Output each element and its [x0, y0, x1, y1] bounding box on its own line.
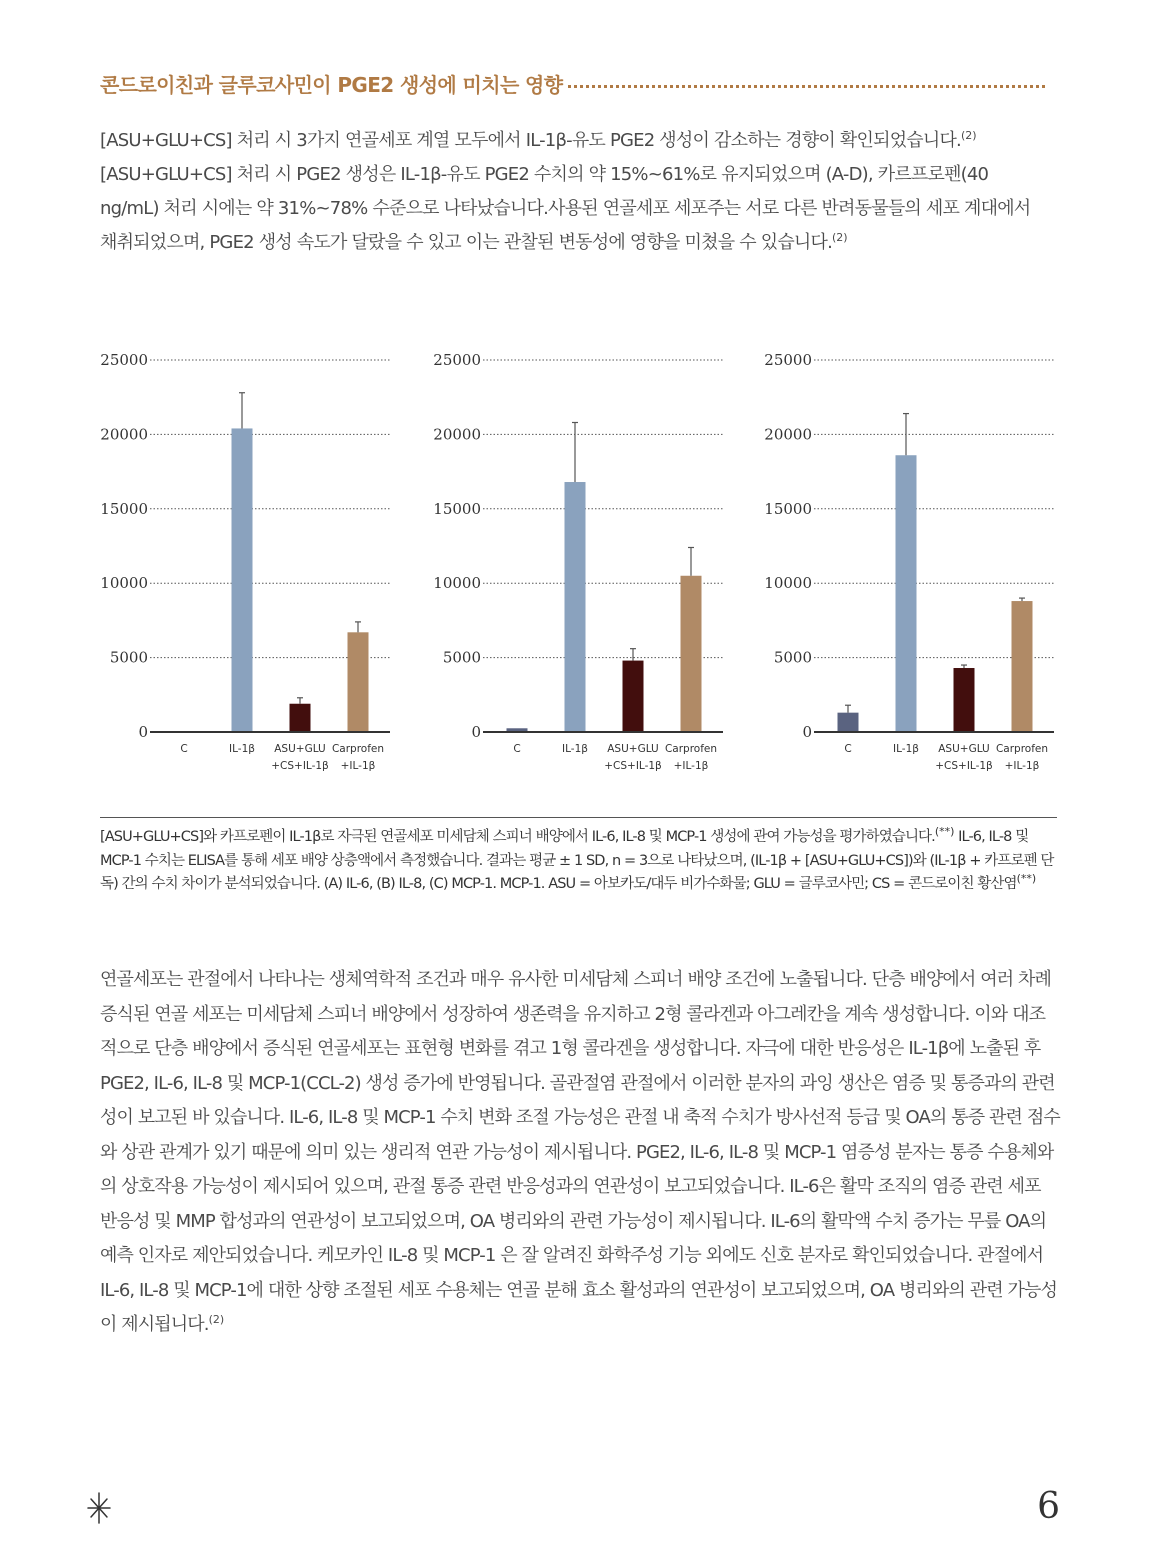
x-tick-label: Carprofen [331, 743, 385, 755]
y-tick-label: 5000 [442, 648, 481, 667]
x-tick-label: +CS+IL-1β [604, 760, 662, 772]
y-tick-label: 5000 [773, 648, 812, 667]
y-tick-label: 15000 [764, 499, 812, 518]
x-tick-label: Carprofen [664, 743, 718, 755]
bar [623, 661, 644, 732]
intro-paragraph [100, 124, 1050, 260]
bar-charts [90, 340, 1070, 790]
y-tick-label: 15000 [100, 499, 148, 518]
x-tick-label: C [844, 743, 852, 755]
reference-mark: (**) [934, 825, 955, 839]
y-tick-label: 0 [138, 723, 148, 741]
x-tick-label: ASU+GLU [938, 743, 990, 755]
caption-text-1: [ASU+GLU+CS]와 카프로펜이 IL-1β로 자극된 연골세포 미세담체 스피너 배양에서 IL-6, IL-8 및 MCP-1 생성에 관여 가능성을 평가하였습니다. [100, 829, 935, 845]
body-text: 연골세포는 관절에서 나타나는 생체역학적 조건과 매우 유사한 미세담체 스피너 배양 조건에 노출됩니다. 단층 배양에서 여러 차례 증식된 연골 세포는 미세담체 스피너 배양에서 성장하여 생존력을 유지하고 2형 콜라겐과 아그레칸을 계속 생성합니다. 이와 대조적으로 단층 배양에서 증식된 연골세포는 표현형 변화를 겪고 1형 콜라겐을 생성합니다. 자극에 대한 반응성은 IL-1β에 노출된 후 PGE2, IL-6, IL-8 및 MCP-1(CCL-2) 생성 증가에 반영됩니다. 골관절염 관절에서 이러한 분자의 과잉 생산은 염증 및 통증과의 관련성이 보고된 바 있습니다. IL-6, IL-8 및 MCP-1 수치 변화 조절 가능성은 관절 내 축적 수치가 방사선적 등급 및 OA의 통증 관련 점수와 상관 관계가 있기 때문에 의미 있는 생리적 연관 가능성이 제시됩니다. PGE2, IL-6, IL-8 및 MCP-1 염증성 분자는 통증 수용체와의 상호작용 가능성이 제시되어 있으며, 관절 통증 관련 반응성과의 연관성이 보고되었습니다. IL-6은 활막 조직의 염증 관련 세포 반응성 및 MMP 합성과의 연관성이 보고되었으며, OA 병리와의 관련 가능성이 제시됩니다. IL-6의 활막액 수치 증가는 무릎 OA의 예측 인자로 제안되었습니다. 케모카인 IL-8 및 MCP-1 은 잘 알려진 화학주성 기능 외에도 신호 분자로 확인되었습니다. 관절에서 IL-6, IL-8 및 MCP-1에 대한 상향 조절된 세포 수용체는 연골 분해 효소 활성과의 연관성이 보고되었으며, OA 병리와의 관련 가능성이 제시됩니다. [100, 969, 1060, 1335]
reference-mark: (**) [1016, 872, 1037, 886]
bar-chart-c [754, 340, 1064, 790]
x-tick-label: C [513, 743, 521, 755]
x-tick-label: ASU+GLU [607, 743, 659, 755]
x-tick-label: IL-1β [562, 743, 588, 755]
bar [290, 704, 311, 732]
caption-text-2: IL-6, IL-8 및 MCP-1 수치는 ELISA를 통해 세포 배양 상층액에서 측정했습니다. 결과는 평균 ± 1 SD, n = 3으로 나타났으며, (IL-1β + [ASU+GLU+CS])와 (IL-1β + 카프로펜 단독) 간의 수치 차이가 분석되었습니다. (A) IL-6, (B) IL-8, (C) MCP-1. MCP-1. ASU = 아보카도/대두 비가수화물; GLU = 글루코사민; CS = 콘드로이친 황산염 [100, 829, 1054, 892]
x-tick-label: +IL-1β [673, 760, 709, 772]
x-tick-label: ASU+GLU [274, 743, 326, 755]
y-tick-label: 20000 [100, 425, 148, 444]
asterisk-star-icon [84, 1490, 114, 1526]
caption-divider [100, 817, 1057, 818]
y-tick-label: 10000 [100, 574, 148, 593]
x-tick-label: +IL-1β [1004, 760, 1040, 772]
x-tick-label: IL-1β [229, 743, 255, 755]
bar [954, 668, 975, 732]
x-tick-label: +IL-1β [340, 760, 376, 772]
x-tick-label: +CS+IL-1β [935, 760, 993, 772]
y-tick-label: 0 [471, 723, 481, 741]
y-tick-label: 0 [802, 723, 812, 741]
title-dotted-leader [568, 85, 1045, 88]
y-tick-label: 25000 [433, 351, 481, 369]
x-tick-label: Carprofen [995, 743, 1049, 755]
intro-text-2: [ASU+GLU+CS] 처리 시 PGE2 생성은 IL-1β-유도 PGE2 수치의 약 15%~61%로 유지되었으며 (A-D), 카르프로펜(40 ng/mL) 처리 시에는 약 31%~78% 수준으로 나타났습니다.사용된 연골세포 세포주는 서로 다른 반려동물들의 세포 계대에서 채취되었으며, PGE2 생성 속도가 달랐을 수 있고 이는 관찰된 변동성에 영향을 미쳤을 수 있습니다. [100, 164, 1031, 253]
bar [1012, 601, 1033, 732]
bar-chart-a [90, 340, 400, 790]
bar-chart-b [423, 340, 733, 790]
y-tick-label: 20000 [433, 425, 481, 444]
x-tick-label: C [180, 743, 188, 755]
bar [348, 632, 369, 732]
reference-mark: (2) [832, 231, 848, 244]
y-tick-label: 10000 [764, 574, 812, 593]
y-tick-label: 20000 [764, 425, 812, 444]
y-tick-label: 25000 [100, 351, 148, 369]
reference-mark: (2) [208, 1313, 225, 1326]
section-title: 콘드로이친과 글루코사민이 PGE2 생성에 미치는 영향 [100, 72, 563, 97]
y-tick-label: 25000 [764, 351, 812, 369]
y-tick-label: 10000 [433, 574, 481, 593]
page-number: 6 [1037, 1486, 1060, 1527]
figure-caption [100, 826, 1057, 897]
x-tick-label: +CS+IL-1β [271, 760, 329, 772]
bar [681, 576, 702, 732]
bar [838, 713, 859, 732]
y-tick-label: 5000 [109, 648, 148, 667]
bar [565, 482, 586, 732]
section-header [100, 66, 1045, 100]
body-paragraph [100, 963, 1060, 1343]
bar [232, 428, 253, 732]
bar [896, 455, 917, 732]
x-tick-label: IL-1β [893, 743, 919, 755]
reference-mark: (2) [960, 129, 977, 142]
y-tick-label: 15000 [433, 499, 481, 518]
intro-text-1: [ASU+GLU+CS] 처리 시 3가지 연골세포 계열 모두에서 IL-1β-유도 PGE2 생성이 감소하는 경향이 확인되었습니다. [100, 130, 961, 151]
